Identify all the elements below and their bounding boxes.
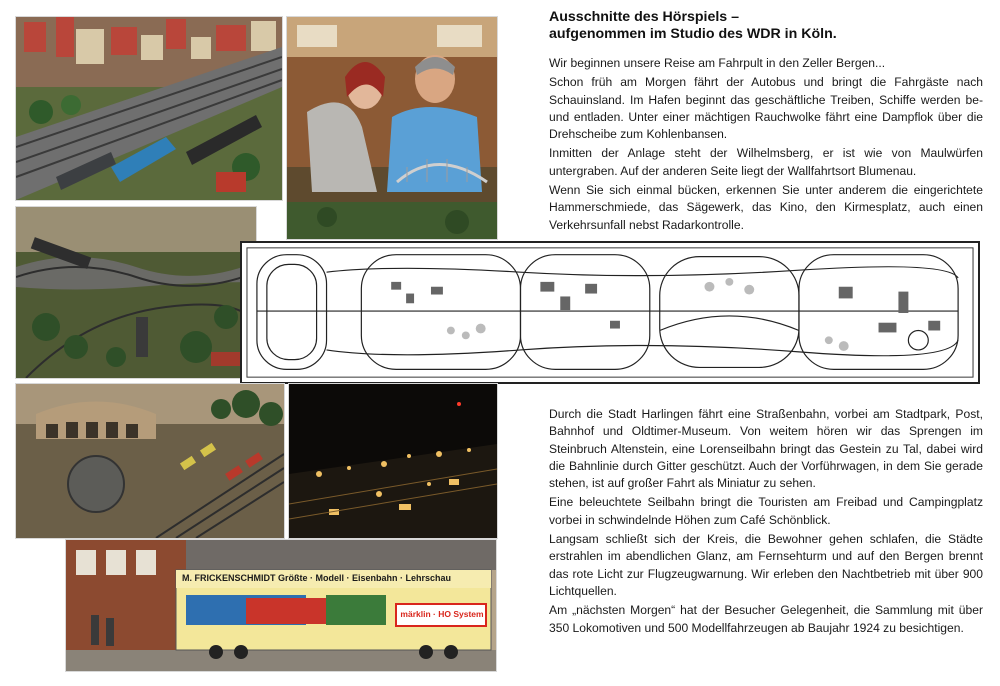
heading-line-1: Ausschnitte des Hörspiels – — [549, 9, 740, 25]
heading-line-2: aufgenommen im Studio des WDR in Köln. — [549, 26, 837, 42]
paragraph: Eine beleuchtete Seilbahn bringt die Touristen am Freibad und Campingplatz vorbei in schwindelnde Höhen zum Café Schönblick. — [549, 495, 983, 527]
text-block-bottom — [549, 406, 983, 639]
paragraph: Wenn Sie sich einmal bücken, erkennen Sie unter anderem die eingerichtete Hammerschmiede, das Sägewerk, das Kino, den Kirmesplatz, auch einen Verkehrsunfall nebst Radarkontrolle. — [549, 183, 983, 232]
photo-station-layout — [16, 17, 282, 200]
photo-couple-at-layout — [287, 17, 497, 239]
photo-night-scene — [289, 384, 497, 538]
photo-mountain-tracks — [16, 207, 256, 378]
paragraph: Inmitten der Anlage steht der Wilhelmsberg, er ist wie von Maulwürfen untergraben. Auf der anderen Seite liegt der Wallfahrtsort Blumenau. — [549, 146, 983, 178]
maerklin-logo-text: märklin · HO System — [400, 609, 484, 619]
truck-banner-text: M. FRICKENSCHMIDT Größte · Modell · Eisenbahn · Lehrschau — [182, 573, 452, 583]
paragraph: Schon früh am Morgen fährt der Autobus und bringt die Fahrgäste nach Schauinsland. Im Hafen beginnt das geschäftliche Treiben, Schiffe werden be- und entladen. Unter einer mächtigen Rauchwolke fährt eine Dampflok über die Drehscheibe zum Kohlenbansen. — [549, 75, 983, 142]
paragraph: Wir beginnen unsere Reise am Fahrpult in den Zeller Bergen... — [549, 56, 886, 70]
track-plan-diagram — [240, 241, 980, 384]
paragraph: Langsam schließt sich der Kreis, die Bewohner gehen schlafen, die Städte erstrahlen im abendlichen Glanz, am Fernsehturm und auf den Bergen brennt das rote Licht zur Flugzeugwarnung. Wir erleben den Nachtbetrieb mit über 900 Lichtquellen. — [549, 532, 983, 598]
photo-roundhouse-yard — [16, 384, 284, 538]
photo-exhibition-truck — [66, 540, 496, 671]
article-heading — [549, 9, 989, 43]
paragraph: Durch die Stadt Harlingen fährt eine Straßenbahn, vorbei am Stadtpark, Post, Bahnhof und Oldtimer-Museum. Von weitem hören wir das Sprengen im Steinbruch Altenstein, eine Lorenseilbahn bringt das Gestein zu Tal, dabei wird die Bahnlinie durch Gitter geschützt. Auch der Vorführwagen, in dem Sie gerade stehen, ist auf großer Fahrt als Miniatur zu sehen. — [549, 407, 983, 491]
paragraph: Am „nächsten Morgen“ hat der Besucher Gelegenheit, die Sammlung mit über 350 Lokomotiven und 500 Modellfahrzeugen ab Baujahr 1924 zu besichtigen. — [549, 603, 983, 635]
text-block-top — [549, 55, 983, 236]
